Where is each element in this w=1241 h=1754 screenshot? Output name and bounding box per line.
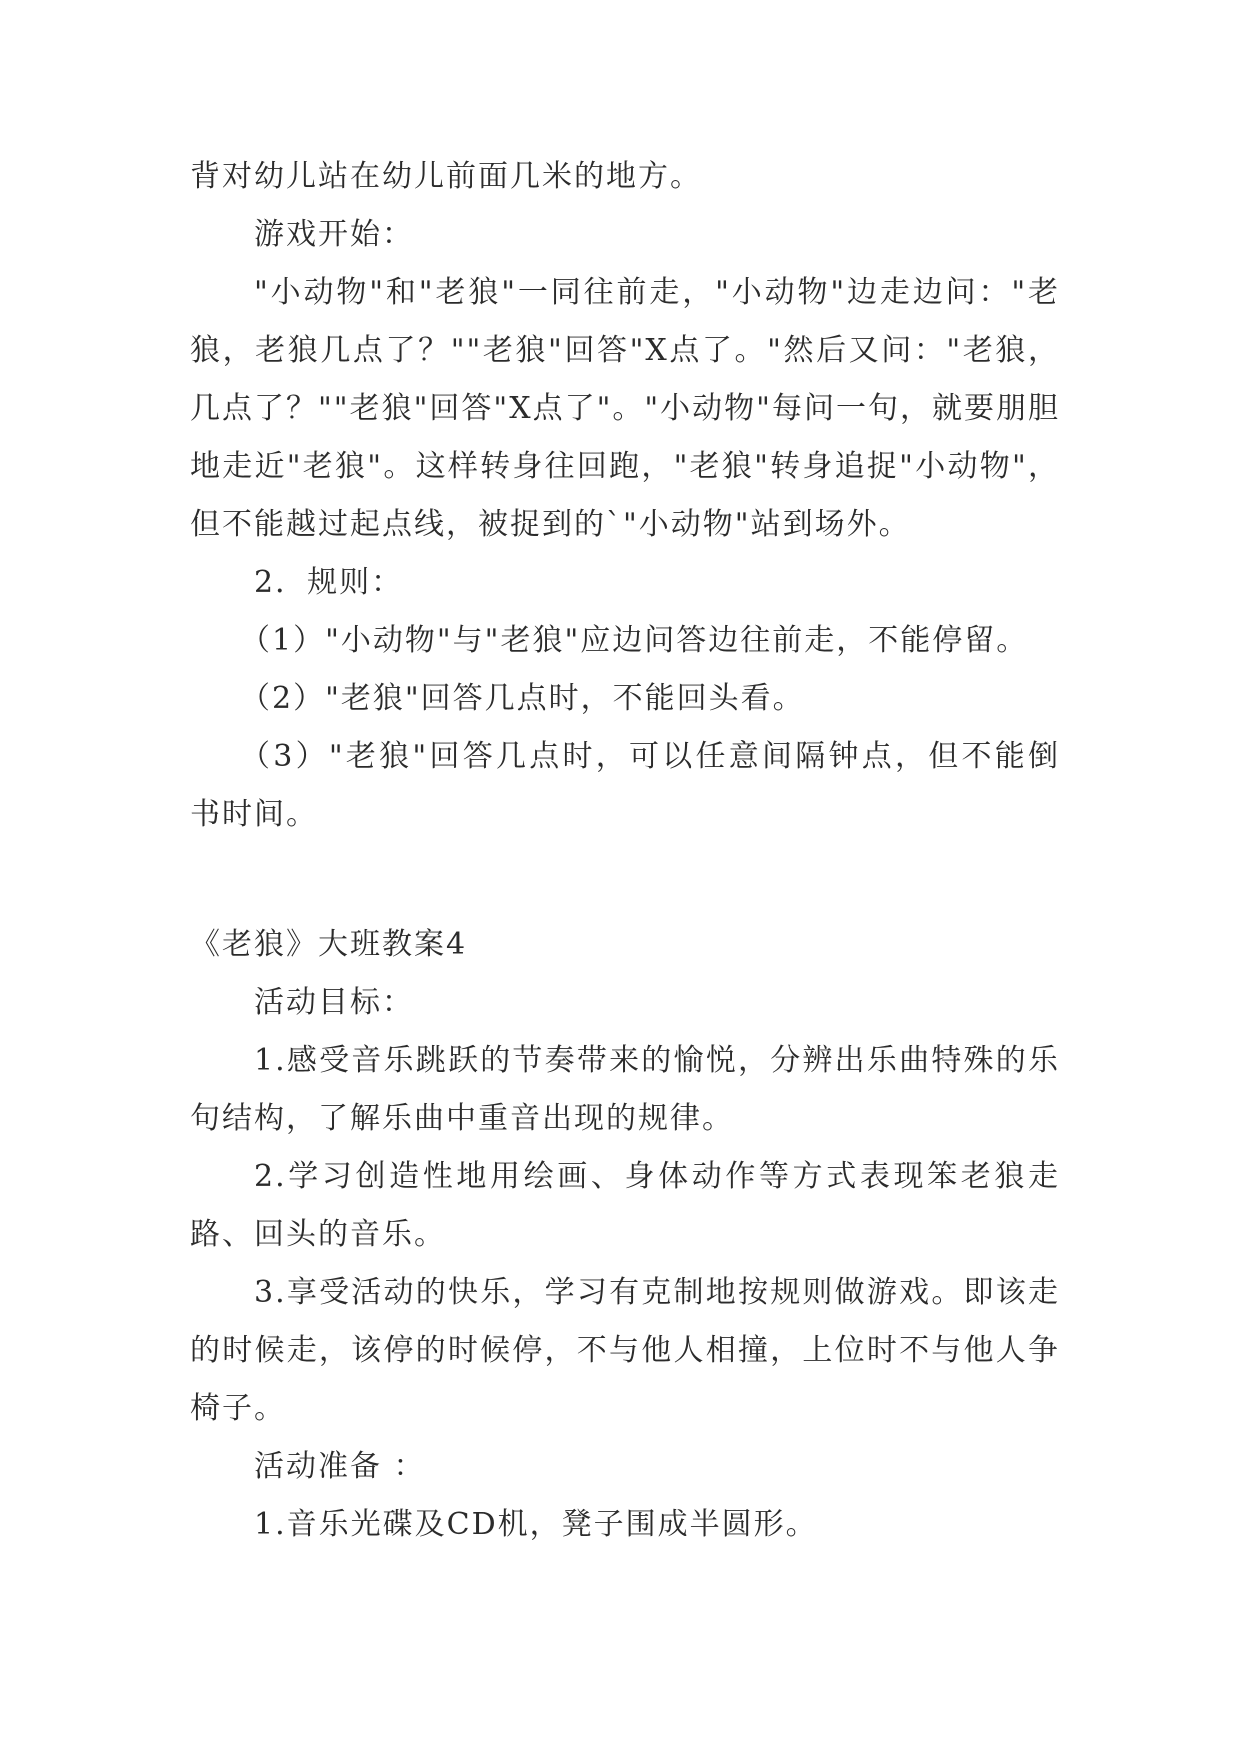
- paragraph-objective-2: 2.学习创造性地用绘画、身体动作等方式表现笨老狼走路、回头的音乐。: [190, 1159, 1060, 1252]
- paragraph-rule-3: （3）"老狼"回答几点时，可以任意间隔钟点，但不能倒书时间。: [190, 739, 1060, 832]
- paragraph-rule-1: （1）"小动物"与"老狼"应边问答边往前走，不能停留。: [240, 623, 1029, 658]
- paragraph-objective-3: 3.享受活动的快乐，学习有克制地按规则做游戏。即该走的时候走，该停的时候停，不与他人相撞，上位时不与他人争椅子。: [190, 1275, 1060, 1426]
- paragraph-game-start: 游戏开始：: [254, 217, 414, 252]
- paragraph-objectives-heading: 活动目标：: [254, 985, 414, 1020]
- paragraph-preparation-heading: 活动准备 ：: [254, 1449, 426, 1484]
- paragraph-rules-heading: 2．规则：: [254, 565, 404, 600]
- paragraph-continuation: 背对幼儿站在幼儿前面几米的地方。: [190, 159, 702, 194]
- section-title: 《老狼》大班教案4: [190, 927, 468, 962]
- paragraph-rule-2: （2）"老狼"回答几点时，不能回头看。: [240, 681, 805, 716]
- paragraph-game-description: "小动物"和"老狼"一同往前走，"小动物"边走边问："老狼，老狼几点了？""老狼"回答"X点了。"然后又问："老狼，几点了？""老狼"回答"X点了"。"小动物"每问一句，就要朋胆地走近"老狼"。这样转身往回跑，"老狼"转身追捉"小动物"，但不能越过起点线，被捉到的`"小动物"站到场外。: [190, 275, 1060, 542]
- paragraph-preparation-1: 1.音乐光碟及CD机，凳子围成半圆形。: [254, 1507, 818, 1542]
- document-body: [190, 148, 1060, 1554]
- paragraph-objective-1: 1.感受音乐跳跃的节奏带来的愉悦，分辨出乐曲特殊的乐句结构，了解乐曲中重音出现的规律。: [190, 1043, 1060, 1136]
